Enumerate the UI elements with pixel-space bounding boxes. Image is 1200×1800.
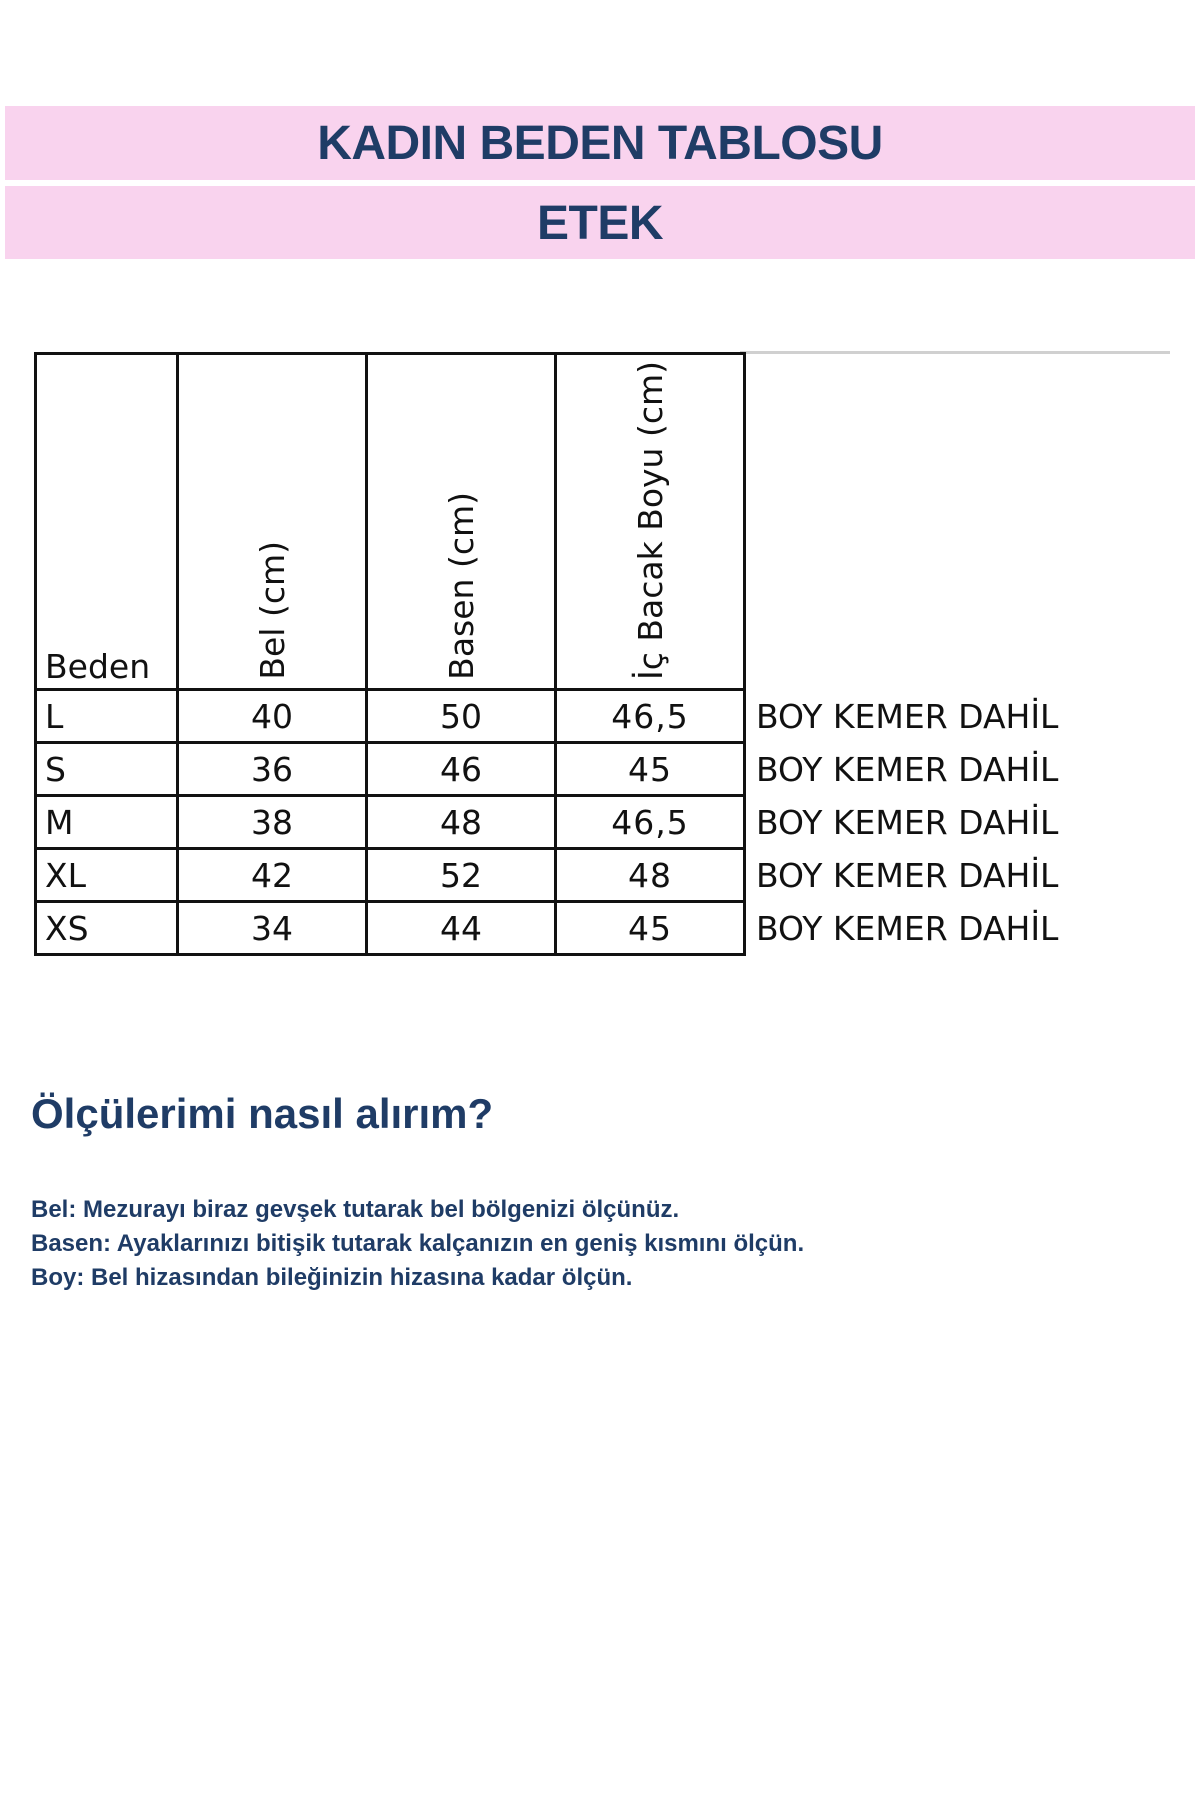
subtitle-band (5, 186, 1195, 259)
page-title: KADIN BEDEN TABLOSU (317, 117, 883, 170)
cell-basen: 46 (367, 743, 556, 796)
instruction-line-boy: Boy: Bel hizasından bileğinizin hizasına kadar ölçün. (31, 1264, 633, 1291)
instruction-line-basen: Basen: Ayaklarınızı bitişik tutarak kalçanızın en geniş kısmını ölçün. (31, 1230, 805, 1257)
cell-bel: 34 (178, 902, 367, 955)
guide-instructions (31, 1193, 804, 1295)
column-header-size: Beden (36, 354, 178, 690)
table-row (36, 796, 1088, 849)
table-header-row (36, 354, 1088, 690)
table-row (36, 849, 1088, 902)
cell-ic-bacak: 45 (556, 902, 745, 955)
instruction-line-bel: Bel: Mezurayı biraz gevşek tutarak bel bölgenizi ölçünüz. (31, 1196, 680, 1223)
cell-bel: 38 (178, 796, 367, 849)
column-header-basen: Basen (cm) (367, 354, 556, 690)
cell-note: BOY KEMER DAHİL (756, 802, 1059, 842)
cell-basen: 44 (367, 902, 556, 955)
cell-note: BOY KEMER DAHİL (756, 908, 1059, 948)
guide-heading: Ölçülerimi nasıl alırım? (31, 1090, 494, 1137)
cell-ic-bacak: 46,5 (556, 690, 745, 743)
cell-basen: 52 (367, 849, 556, 902)
cell-note: BOY KEMER DAHİL (756, 855, 1059, 895)
cell-size: L (36, 690, 178, 743)
cell-size: XS (36, 902, 178, 955)
table-row (36, 690, 1088, 743)
size-table (34, 352, 1089, 956)
column-header-bel: Bel (cm) (178, 354, 367, 690)
cell-basen: 48 (367, 796, 556, 849)
cell-size: XL (36, 849, 178, 902)
page-subtitle: ETEK (536, 197, 663, 250)
table-row (36, 743, 1088, 796)
cell-bel: 42 (178, 849, 367, 902)
cell-size: M (36, 796, 178, 849)
title-band (5, 106, 1195, 180)
cell-bel: 40 (178, 690, 367, 743)
cell-ic-bacak: 45 (556, 743, 745, 796)
cell-note: BOY KEMER DAHİL (756, 749, 1059, 789)
cell-size: S (36, 743, 178, 796)
cell-ic-bacak: 46,5 (556, 796, 745, 849)
table-row (36, 902, 1088, 955)
cell-note: BOY KEMER DAHİL (756, 696, 1059, 736)
column-header-note (745, 354, 1088, 690)
cell-ic-bacak: 48 (556, 849, 745, 902)
cell-basen: 50 (367, 690, 556, 743)
cell-bel: 36 (178, 743, 367, 796)
column-header-ic-bacak: İç Bacak Boyu (cm) (556, 354, 745, 690)
